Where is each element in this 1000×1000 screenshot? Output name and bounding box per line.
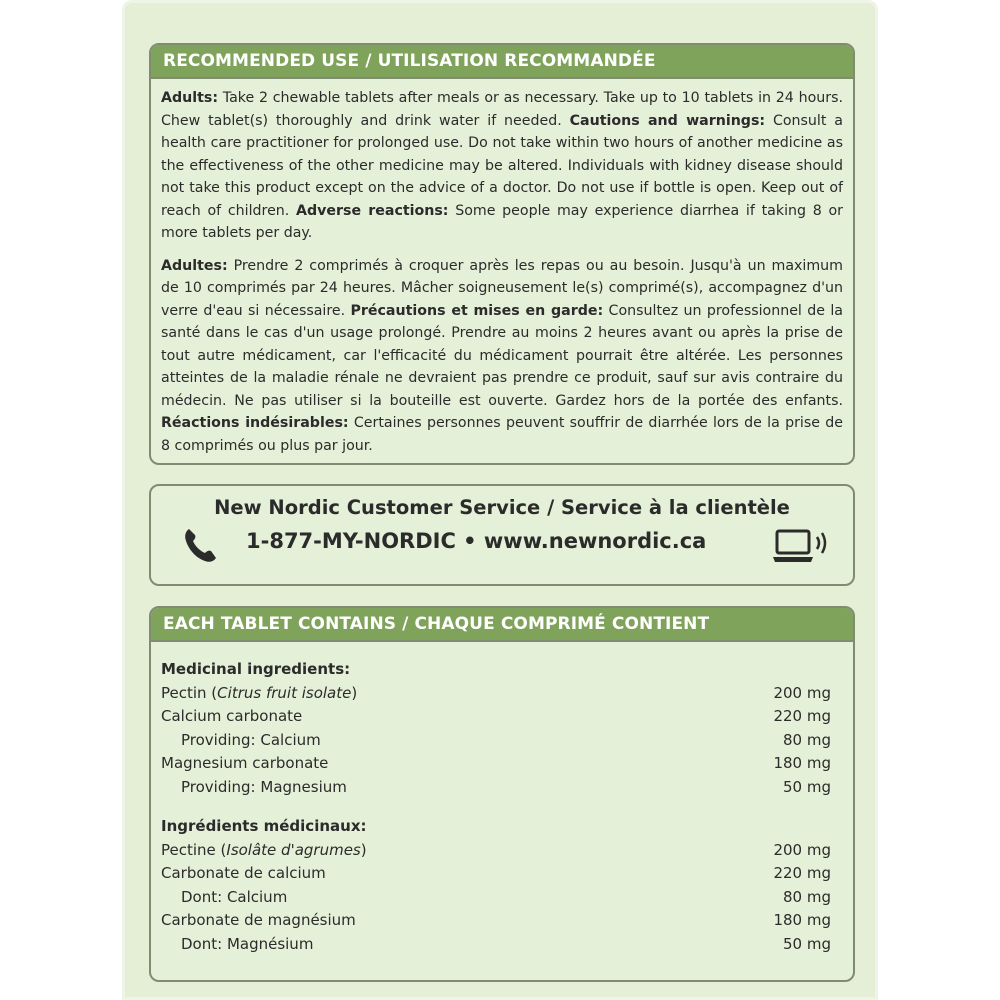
ingredient-row: Providing: Calcium 80 mg	[181, 730, 831, 749]
ingredient-row: Dont: Magnésium 50 mg	[181, 934, 831, 953]
contact-row	[151, 525, 853, 569]
precautions-text: Consultez un professionnel de la santé dans le cas d'un usage prolongé. Prendre au moins 2 heures avant ou après la prise de tout autre médicament, car l'efficacité du médicament pourrait être altérée. Les personnes atteintes de la maladie rénale ne devraient pas prendre ce produit, sauf sur avis contraire du médecin. Ne pas utiliser si la bouteille est ouverte. Gardez hors de la portée des enfants.	[161, 302, 843, 409]
adverse-reactions-text: Some people may experience diarrhea if taking 8 or more tablets per day.	[161, 202, 844, 241]
ingredient-row: Pectin (Citrus fruit isolate) 200 mg	[161, 683, 831, 702]
ingredient-row: Dont: Calcium 80 mg	[181, 887, 831, 906]
ingredients-header: EACH TABLET CONTAINS / CHAQUE COMPRIMÉ CONTIENT	[151, 608, 853, 642]
contact-info: 1-877-MY-NORDIC • www.newnordic.ca	[246, 529, 707, 553]
adultes-text: Prendre 2 comprimés à croquer après les repas ou au besoin. Jusqu'à un maximum de 10 comprimés par 24 heures. Mâcher soigneusement le(s) comprimé(s), accompagnez d'un verre d'eau si nécessaire.	[161, 257, 843, 319]
english-directions	[161, 87, 843, 245]
precautions-label: Précautions et mises en garde:	[350, 302, 604, 319]
french-directions	[161, 255, 843, 458]
ingredient-row: Pectine (Isolâte d'agrumes) 200 mg	[161, 840, 831, 859]
cautions-label: Cautions and warnings:	[569, 112, 766, 129]
package-label	[122, 0, 878, 1000]
ingredient-row: Calcium carbonate 220 mg	[161, 707, 831, 725]
ingredients-panel	[149, 606, 855, 982]
adverse-reactions-label: Adverse reactions:	[296, 202, 449, 219]
recommended-use-panel	[149, 43, 855, 465]
customer-service-panel	[149, 484, 855, 586]
customer-service-title: New Nordic Customer Service / Service à la clientèle	[214, 496, 790, 519]
reactions-indesirables-label: Réactions indésirables:	[161, 415, 349, 431]
ingredient-row: Carbonate de magnésium 180 mg	[161, 911, 831, 929]
ingredient-row: Carbonate de calcium 220 mg	[161, 864, 831, 882]
cautions-text: Consult a health care practitioner for prolonged use. Do not take within two hours of another medicine as the effectiveness of the other medicine may be altered. Individuals with kidney disease should not take this product except on the advice of a doctor. Do not use if bottle is open. Keep out of reach of children.	[161, 112, 843, 219]
phone-icon	[181, 525, 221, 565]
adults-label: Adults:	[161, 90, 218, 106]
ingredients-body	[151, 642, 853, 956]
recommended-use-header: RECOMMENDED USE / UTILISATION RECOMMANDÉE	[151, 45, 853, 79]
ingredients-medicinaux-heading: Ingrédients médicinaux:	[161, 817, 367, 835]
ingredient-row: Providing: Magnesium 50 mg	[181, 777, 831, 796]
medicinal-ingredients-heading: Medicinal ingredients:	[161, 660, 351, 678]
laptop-icon	[771, 527, 829, 567]
reactions-indesirables-text: Certaines personnes peuvent souffrir de diarrhée lors de la prise de 8 comprimés ou plus par jour.	[161, 415, 843, 454]
adultes-label: Adultes:	[161, 257, 228, 274]
recommended-use-body	[151, 79, 853, 457]
ingredient-row: Magnesium carbonate 180 mg	[161, 754, 831, 772]
adults-text: Take 2 chewable tablets after meals or as necessary. Take up to 10 tablets in 24 hours. Chew tablet(s) thoroughly and drink water if needed.	[161, 90, 843, 129]
